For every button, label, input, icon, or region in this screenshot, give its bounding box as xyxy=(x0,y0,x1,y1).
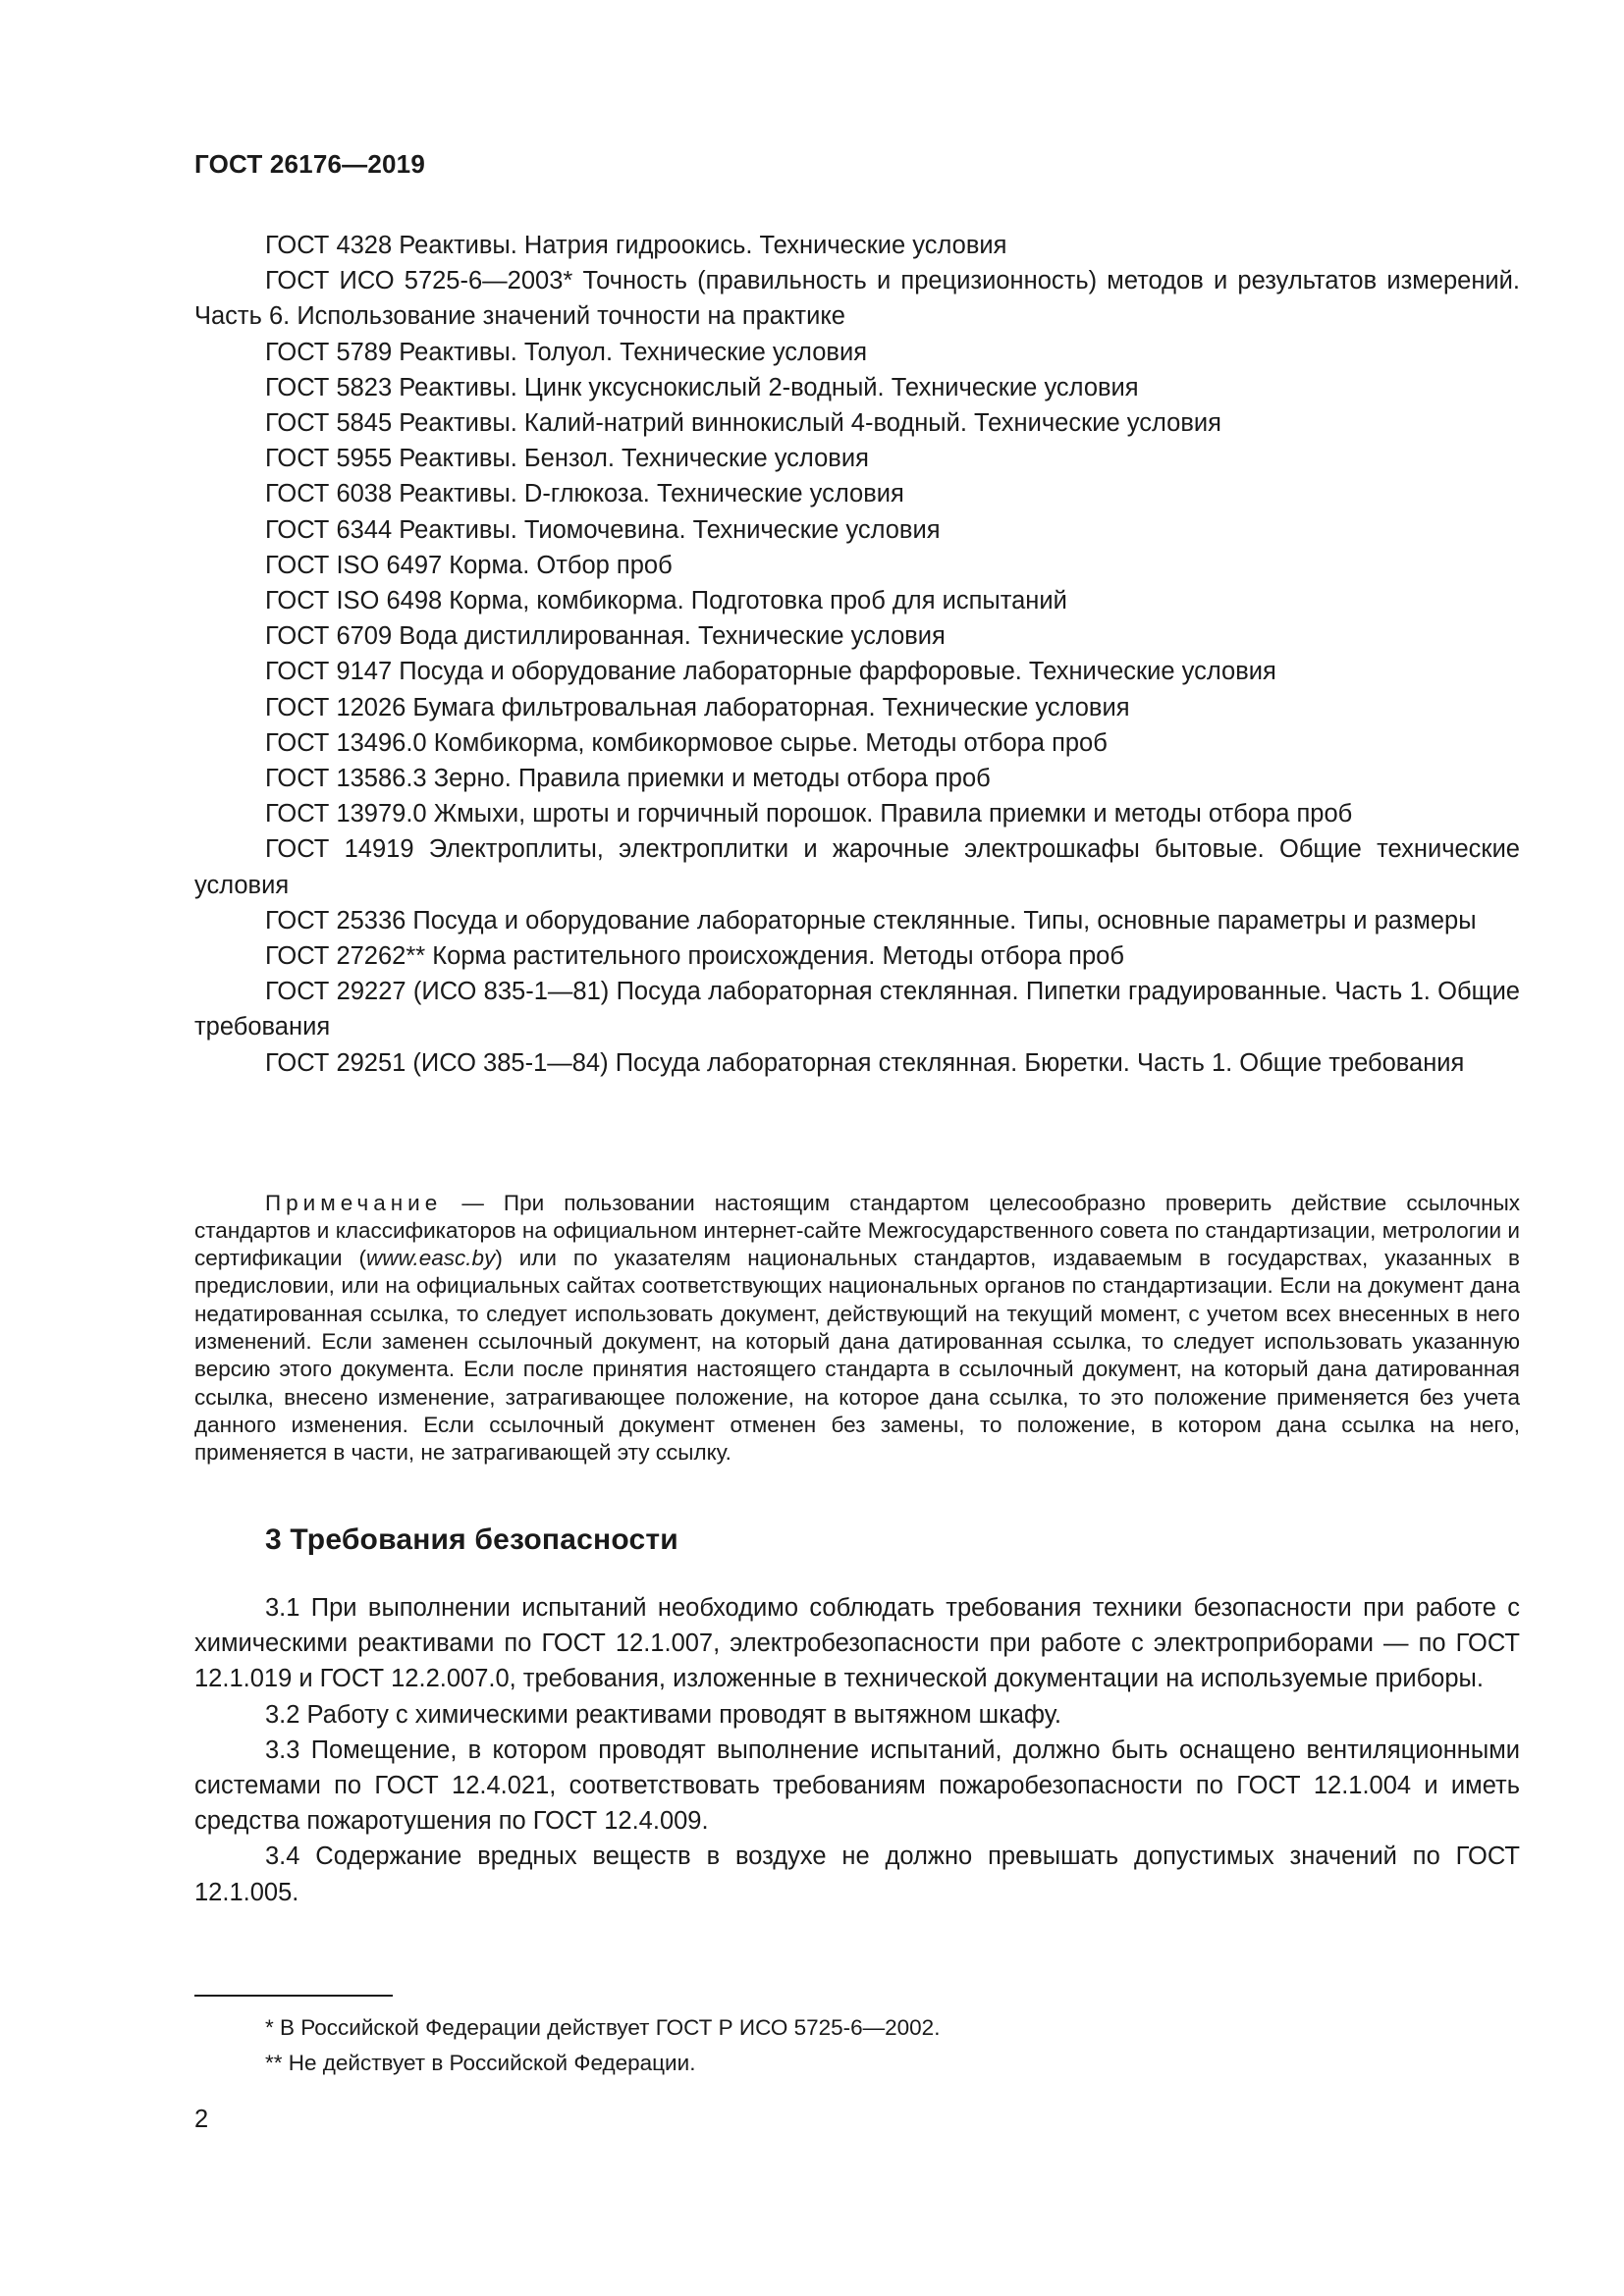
document-header: ГОСТ 26176—2019 xyxy=(194,149,425,179)
safety-requirements xyxy=(194,1590,1520,1910)
reference-item: ГОСТ ISO 6498 Корма, комбикорма. Подготовка проб для испытаний xyxy=(265,587,1067,615)
page-number: 2 xyxy=(194,2106,209,2133)
reference-item: ГОСТ 25336 Посуда и оборудование лабораторные стеклянные. Типы, основные параметры и размеры xyxy=(265,906,1477,934)
reference-item: ГОСТ 13496.0 Комбикорма, комбикормовое сырье. Методы отбора проб xyxy=(265,728,1108,757)
reference-item: ГОСТ 5789 Реактивы. Толуол. Технические условия xyxy=(265,338,867,366)
note-text-start: — При пользовании настоящим стандартом целесообразно проверить действие ссылочных стандартов и классификаторов на официальном интернет-сайте Межгосударственного совета по стандартизации, метрологии и сертификации ( xyxy=(194,1190,1520,1271)
reference-item: ГОСТ 9147 Посуда и оборудование лабораторные фарфоровые. Технические условия xyxy=(265,658,1276,686)
reference-item: ГОСТ 5823 Реактивы. Цинк уксуснокислый 2-водный. Технические условия xyxy=(265,373,1139,401)
footnotes xyxy=(265,2010,940,2081)
requirement-paragraph: 3.3 Помещение, в котором проводят выполнение испытаний, должно быть оснащено вентиляционными системами по ГОСТ 12.4.021, соответствовать требованиям пожаробезопасности по ГОСТ 12.1.004 и иметь средства пожаротушения по ГОСТ 12.4.009. xyxy=(194,1735,1520,1836)
reference-item: ГОСТ 27262** Корма растительного происхождения. Методы отбора проб xyxy=(265,942,1124,971)
reference-item: ГОСТ 12026 Бумага фильтровальная лабораторная. Технические условия xyxy=(265,693,1130,721)
note-label: Примечание xyxy=(265,1190,443,1215)
requirement-paragraph: 3.1 При выполнении испытаний необходимо соблюдать требования техники безопасности при работе с химическими реактивами по ГОСТ 12.1.007, электробезопасности при работе с электроприборами — по ГОСТ 12.1.019 и ГОСТ 12.2.007.0, требования, изложенные в технической документации на используемые приборы. xyxy=(194,1594,1520,1693)
easc-website-link: www.easc.by xyxy=(366,1246,496,1271)
reference-item: ГОСТ ISO 6497 Корма. Отбор проб xyxy=(265,551,673,579)
footnote: * В Российской Федерации действует ГОСТ Р ИСО 5725-6—2002. xyxy=(265,2015,941,2040)
normative-references-list xyxy=(194,228,1520,1081)
reference-item: ГОСТ 29251 (ИСО 385-1—84) Посуда лабораторная стеклянная. Бюретки. Часть 1. Общие требования xyxy=(265,1048,1465,1077)
references-note xyxy=(194,1190,1520,1468)
section-3-title: 3 Требования безопасности xyxy=(265,1523,678,1556)
reference-item: ГОСТ 6344 Реактивы. Тиомочевина. Технические условия xyxy=(265,515,941,544)
reference-item: ГОСТ 5845 Реактивы. Калий-натрий виннокислый 4-водный. Технические условия xyxy=(265,409,1221,438)
reference-item: ГОСТ 5955 Реактивы. Бензол. Технические условия xyxy=(265,445,869,473)
footnote: ** Не действует в Российской Федерации. xyxy=(265,2051,696,2075)
requirement-paragraph: 3.2 Работу с химическими реактивами проводят в вытяжном шкафу. xyxy=(265,1700,1061,1729)
reference-item: ГОСТ 13979.0 Жмыхи, шроты и горчичный порошок. Правила приемки и методы отбора проб xyxy=(265,800,1353,828)
footnote-divider xyxy=(194,1995,393,1997)
requirement-paragraph: 3.4 Содержание вредных веществ в воздухе не должно превышать допустимых значений по ГОСТ 12.1.005. xyxy=(194,1842,1520,1906)
reference-item: ГОСТ 29227 (ИСО 835-1—81) Посуда лабораторная стеклянная. Пипетки градуированные. Часть 1. Общие требования xyxy=(194,978,1520,1041)
note-text-end: ) или по указателям национальных стандартов, издаваемым в государствах, указанных в предисловии, или на официальных сайтах соответствующих национальных органов по стандартизации. Если на документ дана недатированная ссылка, то следует использовать документ, действующий на текущий момент, с учетом всех внесенных в него изменений. Если заменен ссылочный документ, на который дана датированная ссылка, то следует использовать указанную версию этого документа. Если после принятия настоящего стандарта в ссылочный документ, на который дана датированная ссылка, внесено изменение, затрагивающее положение, на которое дана ссылка, то это положение применяется без учета данного изменения. Если ссылочный документ отменен без замены, то положение, в котором дана ссылка на него, применяется в части, не затрагивающей эту ссылку. xyxy=(194,1246,1520,1466)
reference-item: ГОСТ 6709 Вода дистиллированная. Технические условия xyxy=(265,622,946,651)
reference-item: ГОСТ 6038 Реактивы. D-глюкоза. Технические условия xyxy=(265,480,904,508)
reference-item: ГОСТ 13586.3 Зерно. Правила приемки и методы отбора проб xyxy=(265,765,991,793)
reference-item: ГОСТ 14919 Электроплиты, электроплитки и жарочные электрошкафы бытовые. Общие технические условия xyxy=(194,835,1520,899)
reference-item: ГОСТ 4328 Реактивы. Натрия гидроокись. Технические условия xyxy=(265,232,1007,259)
reference-item: ГОСТ ИСО 5725-6—2003* Точность (правильность и прецизионность) методов и результатов измерений. Часть 6. Использование значений точности на практике xyxy=(194,267,1520,331)
